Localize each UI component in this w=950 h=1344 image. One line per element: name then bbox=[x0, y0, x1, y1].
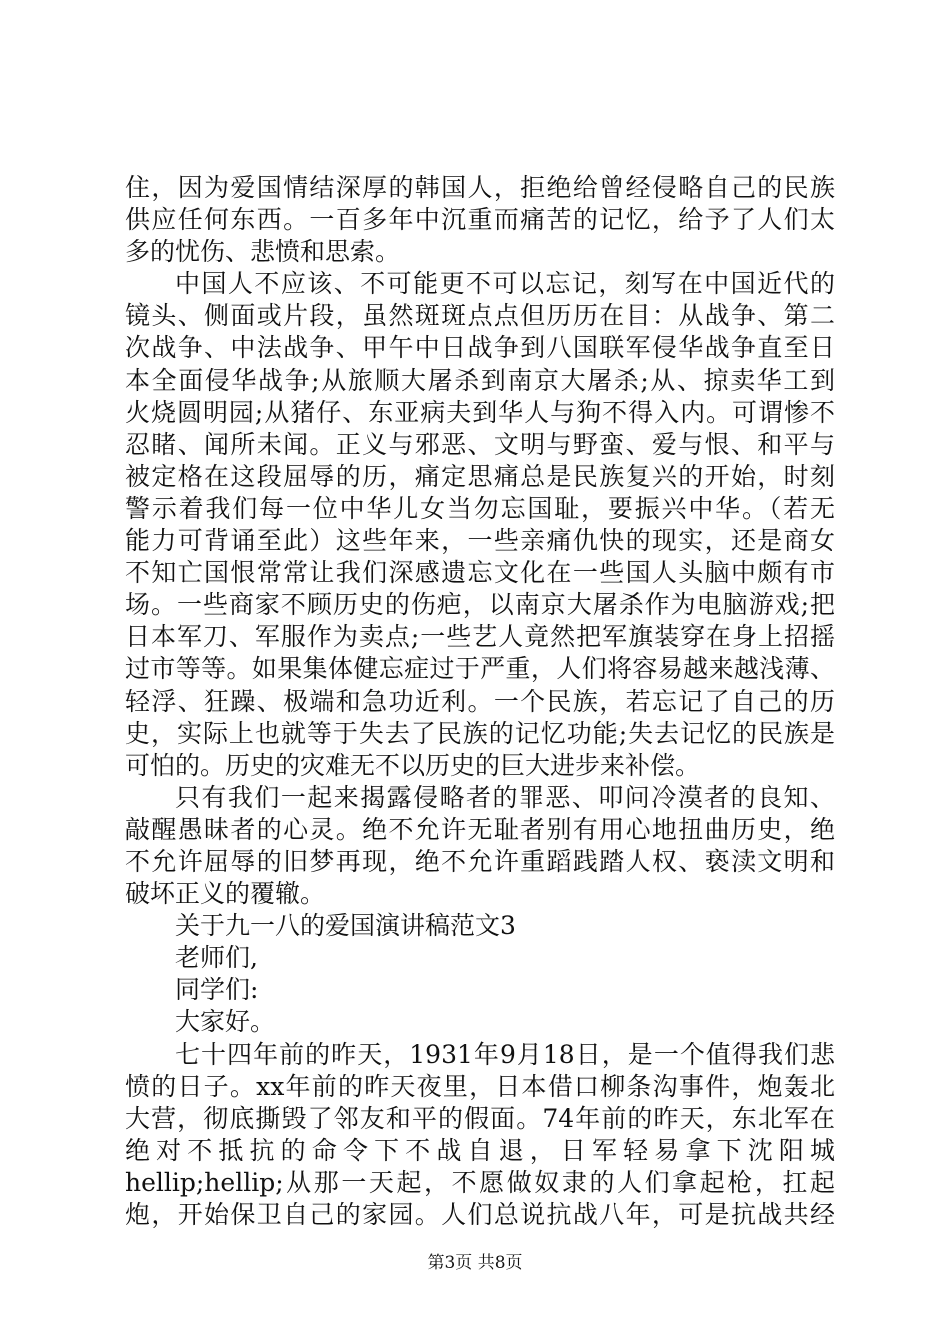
text-line: 敲醒愚昧者的心灵。绝不允许无耻者别有用心地扭曲历史，绝 bbox=[125, 814, 835, 844]
section-heading: 关于九一八的爱国演讲稿范文3 bbox=[175, 911, 516, 941]
text-line: 愤的日子。xx年前的昨天夜里，日本借口柳条沟事件，炮轰北 bbox=[125, 1071, 835, 1101]
salutation-line: 同学们: bbox=[175, 975, 259, 1005]
text-line: 破坏正义的覆辙。 bbox=[125, 879, 326, 909]
text-line: 被定格在这段屈辱的历，痛定思痛总是民族复兴的开始，时刻 bbox=[125, 461, 835, 491]
text-line: 绝对不抵抗的命令下不战自退，日军轻易拿下沈阳城 bbox=[125, 1135, 835, 1165]
text-line: 火烧圆明园;从猪仔、东亚病夫到华人与狗不得入内。可谓惨不 bbox=[125, 397, 835, 427]
text-line: 只有我们一起来揭露侵略者的罪恶、叩问冷漠者的良知、 bbox=[175, 782, 835, 812]
body-text bbox=[125, 172, 835, 1231]
text-line: 不知亡国恨常常让我们深感遗忘文化在一些国人头脑中颇有市 bbox=[125, 558, 835, 588]
text-line: 忍睹、闻所未闻。正义与邪恶、文明与野蛮、爱与恨、和平与 bbox=[125, 429, 835, 459]
text-line: 七十四年前的昨天，1931年9月18日，是一个值得我们悲 bbox=[175, 1039, 835, 1069]
text-line: 过市等等。如果集体健忘症过于严重，人们将容易越来越浅薄、 bbox=[125, 654, 835, 684]
greeting-line: 大家好。 bbox=[175, 1007, 276, 1037]
text-line: 中国人不应该、不可能更不可以忘记，刻写在中国近代的 bbox=[175, 269, 835, 299]
text-line: 警示着我们每一位中华儿女当勿忘国耻，要振兴中华。（若无 bbox=[125, 493, 835, 523]
text-line: 供应任何东西。一百多年中沉重而痛苦的记忆，给予了人们太 bbox=[125, 205, 835, 235]
text-line: 多的忧伤、悲愤和思索。 bbox=[125, 237, 401, 267]
text-line: 史，实际上也就等于失去了民族的记忆功能;失去记忆的民族是 bbox=[125, 718, 835, 748]
text-line: 场。一些商家不顾历史的伤疤，以南京大屠杀作为电脑游戏;把 bbox=[125, 590, 835, 620]
text-line: 炮，开始保卫自己的家园。人们总说抗战八年，可是抗战共经 bbox=[125, 1200, 835, 1229]
text-line: 可怕的。历史的灾难无不以历史的巨大进步来补偿。 bbox=[125, 750, 701, 780]
text-line: 能力可背诵至此）这些年来，一些亲痛仇快的现实，还是商女 bbox=[125, 526, 835, 556]
text-line: 不允许屈辱的旧梦再现，绝不允许重蹈践踏人权、亵渎文明和 bbox=[125, 846, 835, 876]
page-number-footer: 第3页 共8页 bbox=[427, 1253, 523, 1273]
text-line: 镜头、侧面或片段，虽然斑斑点点但历历在目：从战争、第二 bbox=[125, 301, 835, 331]
text-line: 大营，彻底撕毁了邻友和平的假面。74年前的昨天，东北军在 bbox=[125, 1103, 835, 1133]
salutation-line: 老师们, bbox=[175, 943, 258, 973]
text-line: 次战争、中法战争、甲午中日战争到八国联军侵华战争直至日 bbox=[125, 333, 835, 363]
text-line: hellip;hellip;从那一天起，不愿做奴隶的人们拿起枪，扛起 bbox=[125, 1167, 835, 1197]
text-line: 本全面侵华战争;从旅顺大屠杀到南京大屠杀;从、掠卖华工到 bbox=[125, 365, 835, 395]
text-line: 住，因为爱国情结深厚的韩国人，拒绝给曾经侵略自己的民族 bbox=[125, 173, 835, 202]
text-line: 轻浮、狂躁、极端和急功近利。一个民族，若忘记了自己的历 bbox=[125, 686, 835, 716]
text-line: 日本军刀、军服作为卖点;一些艺人竟然把军旗装穿在身上招摇 bbox=[125, 622, 835, 652]
